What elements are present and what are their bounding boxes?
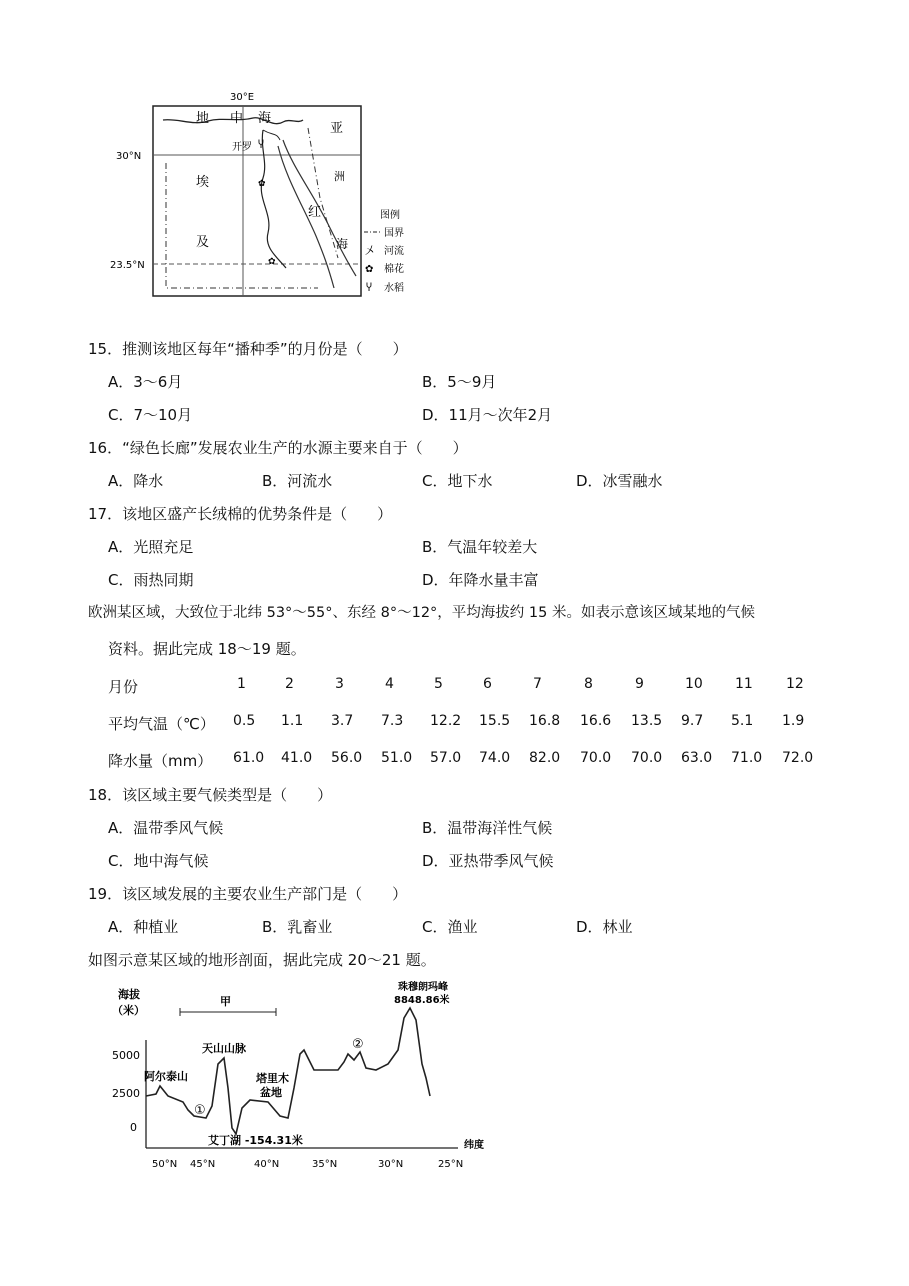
precip-cell: 57.0 <box>430 750 462 766</box>
q18-option-c[interactable]: C．地中海气候 <box>108 852 209 870</box>
map-asia-char-1: 亚 <box>330 121 344 136</box>
legend-border: 国界 <box>384 228 404 239</box>
row-label-month: 月份 <box>108 678 139 696</box>
map-sea-char-2: 中 <box>230 111 244 126</box>
map-city: 开罗 <box>232 142 252 153</box>
temp-cell: 15.5 <box>479 713 511 729</box>
temp-cell: 1.9 <box>782 713 805 729</box>
q16-option-d[interactable]: D．冰雪融水 <box>576 472 663 490</box>
month-cell: 12 <box>786 676 804 692</box>
q15-stem: 15．推测该地区每年“播种季”的月份是（ ） <box>88 340 408 358</box>
map-lat-top: 30°N <box>116 151 142 162</box>
legend-cotton: 棉花 <box>384 264 404 275</box>
profile-altai: 阿尔泰山 <box>144 1070 188 1083</box>
map-redsea-char-2: 海 <box>336 237 349 251</box>
rice-icon: Ⴤ <box>366 283 372 294</box>
intro-20: 如图示意某区域的地形剖面，据此完成 20～21 题。 <box>88 951 436 969</box>
map-egypt-char-1: 埃 <box>196 175 210 190</box>
precip-cell: 72.0 <box>782 750 814 766</box>
month-cell: 5 <box>434 676 443 692</box>
profile-xlabel: 纬度 <box>464 1140 484 1151</box>
map-redsea-char-1: 红 <box>308 205 322 220</box>
temp-cell: 0.5 <box>233 713 256 729</box>
river-icon: 〤 <box>364 244 375 257</box>
temp-cell: 9.7 <box>681 713 704 729</box>
profile-ylabel-top: 海拔 <box>118 988 140 1001</box>
map-asia-char-2: 洲 <box>334 170 345 183</box>
month-cell: 1 <box>237 676 246 692</box>
q19-stem: 19．该区域发展的主要农业生产部门是（ ） <box>88 885 408 903</box>
q16-stem: 16．“绿色长廊”发展农业生产的水源主要来自于（ ） <box>88 439 468 457</box>
q19-option-d[interactable]: D．林业 <box>576 918 633 936</box>
month-cell: 8 <box>584 676 593 692</box>
precip-cell: 61.0 <box>233 750 265 766</box>
temp-cell: 7.3 <box>381 713 404 729</box>
profile-xtick-45: 45°N <box>190 1159 216 1170</box>
cotton-icon: ✿ <box>258 179 266 189</box>
legend-river: 河流 <box>384 246 404 257</box>
profile-region-jia: 甲 <box>220 995 231 1008</box>
profile-everest-1: 珠穆朗玛峰 <box>398 982 448 993</box>
profile-ytick-5000: 5000 <box>112 1049 140 1062</box>
precip-cell: 56.0 <box>331 750 363 766</box>
legend-title: 图例 <box>380 210 400 221</box>
profile-ylabel-unit: （米） <box>112 1004 145 1017</box>
q16-option-c[interactable]: C．地下水 <box>422 472 493 490</box>
q15-option-d[interactable]: D．11月～次年2月 <box>422 406 553 424</box>
q19-option-c[interactable]: C．渔业 <box>422 918 478 936</box>
rice-icon: Ⴤ <box>258 140 264 151</box>
temp-cell: 5.1 <box>731 713 754 729</box>
precip-cell: 82.0 <box>529 750 561 766</box>
temp-cell: 13.5 <box>631 713 663 729</box>
month-cell: 6 <box>483 676 492 692</box>
profile-tianshan: 天山山脉 <box>202 1042 246 1055</box>
q17-option-d[interactable]: D．年降水量丰富 <box>422 571 539 589</box>
profile-xtick-35: 35°N <box>312 1159 338 1170</box>
row-label-temp: 平均气温（℃） <box>108 715 215 733</box>
profile-xtick-25: 25°N <box>438 1159 464 1170</box>
profile-terrain-line <box>146 1008 430 1134</box>
profile-mark-2: ② <box>352 1037 364 1052</box>
terrain-profile <box>108 978 488 1174</box>
q17-stem: 17．该地区盛产长绒棉的优势条件是（ ） <box>88 505 393 523</box>
profile-xtick-30: 30°N <box>378 1159 404 1170</box>
egypt-map <box>108 88 428 303</box>
month-cell: 2 <box>285 676 294 692</box>
legend-rice: 水稻 <box>384 283 404 294</box>
map-sea-char-3: 海 <box>258 111 272 126</box>
q19-option-b[interactable]: B．乳畜业 <box>262 918 333 936</box>
map-egypt-char-2: 及 <box>196 235 210 250</box>
profile-xtick-50: 50°N <box>152 1159 178 1170</box>
q17-option-a[interactable]: A．光照充足 <box>108 538 194 556</box>
precip-cell: 70.0 <box>631 750 663 766</box>
month-cell: 9 <box>635 676 644 692</box>
temp-cell: 16.8 <box>529 713 561 729</box>
temp-cell: 3.7 <box>331 713 354 729</box>
map-sea-char-1: 地 <box>196 111 210 126</box>
intro-18-line2: 资料。据此完成 18～19 题。 <box>108 640 306 658</box>
row-label-precip: 降水量（mm） <box>108 752 213 770</box>
precip-cell: 63.0 <box>681 750 713 766</box>
month-cell: 10 <box>685 676 703 692</box>
precip-cell: 41.0 <box>281 750 313 766</box>
temp-cell: 1.1 <box>281 713 304 729</box>
q17-option-b[interactable]: B．气温年较差大 <box>422 538 538 556</box>
profile-mark-1: ① <box>194 1103 206 1118</box>
q18-option-d[interactable]: D．亚热带季风气候 <box>422 852 554 870</box>
q18-stem: 18．该区域主要气候类型是（ ） <box>88 786 333 804</box>
precip-cell: 74.0 <box>479 750 511 766</box>
month-cell: 11 <box>735 676 753 692</box>
cotton-icon: ✿ <box>268 257 276 267</box>
intro-18-line1: 欧洲某区域，大致位于北纬 53°～55°、东经 8°～12°，平均海拔约 15 米。如表示意该区域某地的气候 <box>88 605 755 621</box>
q18-option-b[interactable]: B．温带海洋性气候 <box>422 819 553 837</box>
month-cell: 3 <box>335 676 344 692</box>
profile-xtick-40: 40°N <box>254 1159 280 1170</box>
map-lat-bottom: 23.5°N <box>110 260 145 271</box>
cotton-icon: ✿ <box>365 264 374 275</box>
profile-tarim-2: 盆地 <box>260 1086 282 1099</box>
precip-cell: 51.0 <box>381 750 413 766</box>
temp-cell: 12.2 <box>430 713 462 729</box>
map-lon-label: 30°E <box>230 92 255 103</box>
precip-cell: 71.0 <box>731 750 763 766</box>
month-cell: 7 <box>533 676 542 692</box>
profile-ytick-0: 0 <box>130 1121 137 1134</box>
profile-ytick-2500: 2500 <box>112 1087 140 1100</box>
q15-option-a[interactable]: A．3～6月 <box>108 373 183 391</box>
profile-aiding: 艾丁湖 -154.31米 <box>208 1134 303 1147</box>
temp-cell: 16.6 <box>580 713 612 729</box>
q19-option-a[interactable]: A．种植业 <box>108 918 179 936</box>
profile-everest-2: 8848.86米 <box>394 995 450 1006</box>
profile-tarim-1: 塔里木 <box>256 1072 289 1085</box>
q15-option-c[interactable]: C．7～10月 <box>108 406 193 424</box>
q16-option-b[interactable]: B．河流水 <box>262 472 333 490</box>
q15-option-b[interactable]: B．5～9月 <box>422 373 497 391</box>
month-cell: 4 <box>385 676 394 692</box>
q18-option-a[interactable]: A．温带季风气候 <box>108 819 224 837</box>
q16-option-a[interactable]: A．降水 <box>108 472 164 490</box>
q17-option-c[interactable]: C．雨热同期 <box>108 571 194 589</box>
precip-cell: 70.0 <box>580 750 612 766</box>
